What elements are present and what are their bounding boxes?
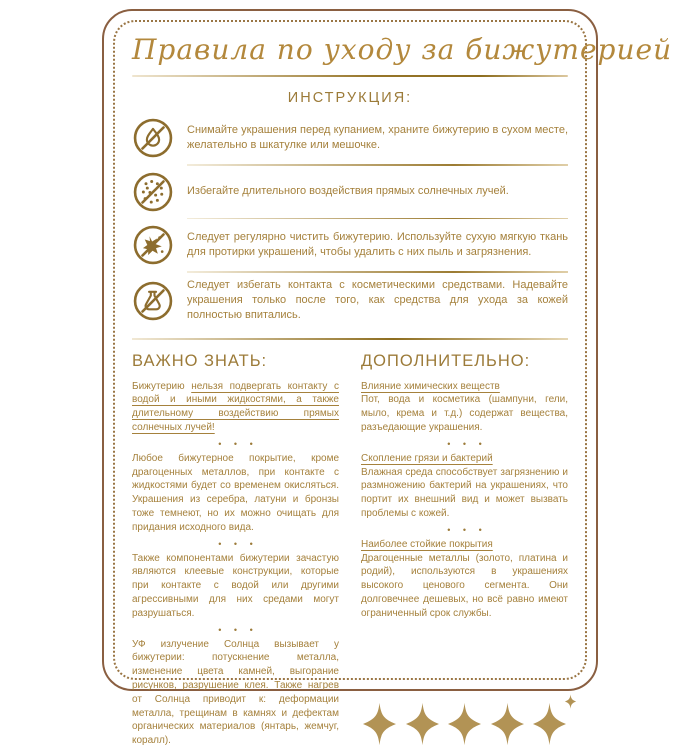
instruction-text: Снимайте украшения перед купанием, храните бижутерию в сухом месте, желательно в шкатулке или мешочке. [187,123,568,151]
instruction-text: Избегайте длительного воздействия прямых солнечных лучей. [187,184,509,197]
card-content [104,11,673,747]
sparkle-icon [404,702,441,746]
no-water-icon [132,117,174,159]
instruction-text: Следует регулярно чистить бижутерию. Используйте сухую мягкую ткань для протирки украшений, чтобы удалить с них пыль и загрязнения. [187,230,568,258]
important-paragraph: УФ излучение Солнца вызывает у бижутерии: потускнение металла, изменение цвета камней, выгорание рисунков, разрушение клея. Также нагрев от Солнца приводит к: деформации металла, трещинам в камнях и дефектам органических материалов (янтарь, жемчуг, коралл). [132,638,339,747]
instruction-item [132,273,568,329]
sparkle-icon [446,702,483,746]
dots-separator: • • • [447,524,487,535]
instruction-item [132,166,568,218]
sparkle-icon-with-mini [531,702,568,746]
section-body: Пот, вода и косметика (шампуни, гели, мыло, крема и т.д.) содержат вещества, разъедающие украшения. [361,394,568,434]
instruction-text: Следует избегать контакта с косметическими средствами. Надевайте украшения только после того, как средства для ухода за кожей полностью впитались. [187,278,568,322]
instructions-heading: ИНСТРУКЦИЯ: [287,90,413,106]
two-column-section [132,350,568,747]
important-paragraph-lead [132,380,339,435]
sparkle-icon [489,702,526,746]
section-title: Влияние химических веществ [361,380,500,392]
lead-text: Бижутерию [132,380,192,392]
sparkle-icon [361,702,398,746]
section-title: Скопление грязи и бактерий [361,452,493,464]
instruction-item [132,112,568,164]
no-cosmetics-icon [132,280,174,322]
important-paragraph: Любое бижутерное покрытие, кроме драгоценных металлов, при контакте с жидкостями будет со временем окисляться. Украшения из серебра, латуни и бронзы тоже темнеют, но их можно очищать для придания исходного вида. [132,452,339,533]
dots-separator: • • • [218,538,258,549]
important-heading: ВАЖНО ЗНАТЬ: [132,351,268,370]
section-body: Влажная среда способствует загрязнению и размножению бактерий на украшениях, что портит их внешний вид и может вызвать проблемы с кожей. [361,466,568,520]
no-dust-icon [132,224,174,266]
additional-heading: ДОПОЛНИТЕЛЬНО: [361,351,531,370]
additional-section [361,538,568,621]
sparkle-row [361,694,568,748]
dots-separator: • • • [447,438,487,449]
care-rules-card [102,9,673,747]
dots-separator: • • • [218,438,258,449]
mini-sparkle-icon [564,694,577,709]
additional-section [361,452,568,521]
section-title: Наиболее стойкие покрытия [361,538,493,550]
no-sunlight-icon [132,171,174,213]
instruction-item [132,219,568,271]
section-divider [132,338,568,340]
title-divider [132,75,568,77]
section-body: Драгоценные металлы (золото, платина и родий), используются в украшениях высокого ценового сегмента. Они долговечнее дешевых, но всё равно имеют ограниченный срок службы. [361,552,568,619]
dots-separator: • • • [218,624,258,635]
additional-column [361,350,568,748]
additional-section [361,380,568,435]
important-column [132,350,339,748]
important-paragraph: Также компонентами бижутерии зачастую являются клеевые конструкции, которые при контакте с водой или другими агрессивными для них средами могут разрушаться. [132,552,339,619]
page-title: Правила по уходу за бижутерией [132,33,673,66]
underlined-warning: нельзя подвергать контакту с водой и иными жидкостями, а также длительному воздействию прямых солнечных лучей! [132,380,340,434]
